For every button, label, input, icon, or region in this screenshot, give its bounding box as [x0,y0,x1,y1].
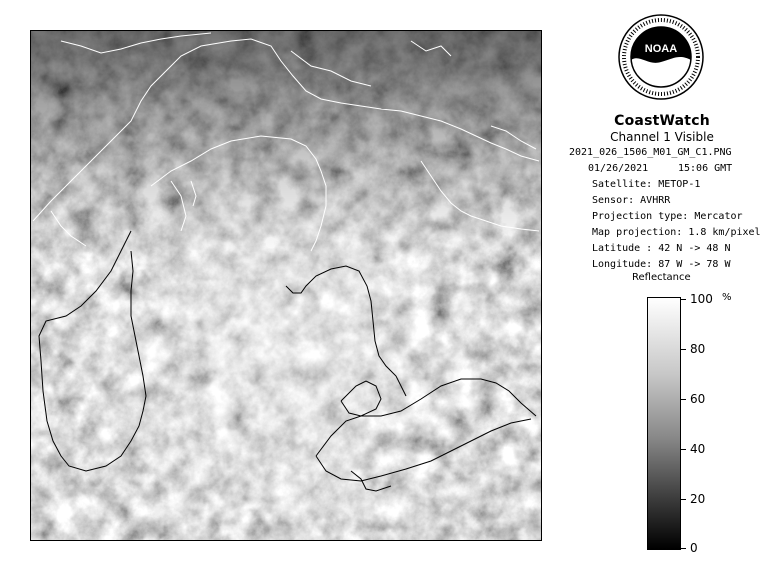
legend-tick [681,449,686,450]
legend-tick-label: 40 [690,442,706,456]
legend-tick [681,399,686,400]
date-label: 01/26/2021 [588,163,649,174]
noaa-logo [618,14,704,100]
legend-tick-label: 100 [690,292,713,306]
reflectance-colorbar [647,297,681,550]
legend-tick [681,299,686,300]
satellite-map [31,31,541,540]
legend-tick [681,499,686,500]
brand-title: CoastWatch [614,113,710,129]
cloud-shadow [31,31,541,540]
filename-label: 2021_026_1506_M01_GM_C1.PNG [569,147,732,158]
satellite-image [30,30,542,541]
noaa-emblem-icon [618,14,704,100]
legend-tick-label: 80 [690,342,706,356]
legend-tick [681,349,686,350]
channel-title: Channel 1 Visible [610,130,714,144]
latitude-label: Latitude : 42 N -> 48 N [592,243,731,254]
legend-tick-label: 60 [690,392,706,406]
noaa-logo-text: NOAA [644,43,678,55]
projection-type-label: Projection type: Mercator [592,211,743,222]
time-label: 15:06 GMT [678,163,733,174]
sensor-label: Sensor: AVHRR [592,195,671,206]
legend-tick-label: 0 [690,541,698,555]
legend-unit: % [722,292,732,303]
legend-tick [681,548,686,549]
legend-tick-label: 20 [690,492,706,506]
longitude-label: Longitude: 87 W -> 78 W [592,259,731,270]
legend-title: Reflectance [632,272,691,283]
satellite-label: Satellite: METOP-1 [592,179,701,190]
map-projection-label: Map projection: 1.8 km/pixel [592,227,761,238]
